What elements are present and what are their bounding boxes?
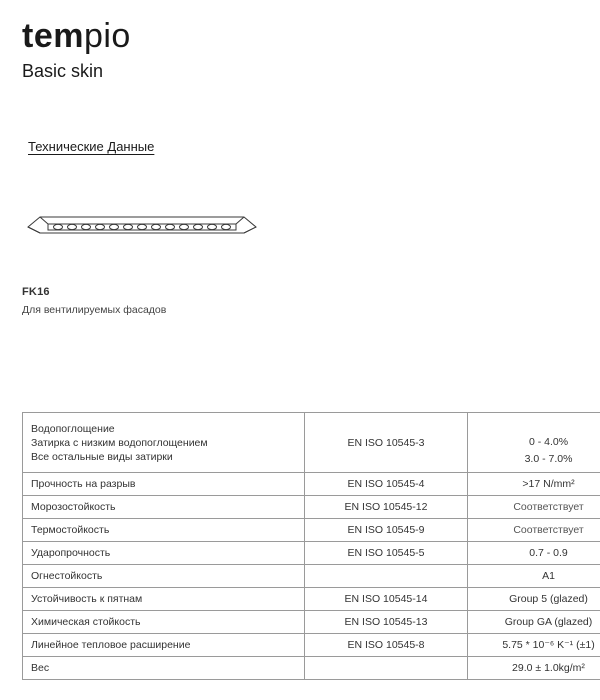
table-row bbox=[23, 413, 600, 473]
brand-logo bbox=[22, 16, 131, 56]
row-value: 29.0 ± 1.0kg/m² bbox=[468, 657, 600, 680]
row-property-line: Все остальные виды затирки bbox=[31, 450, 173, 463]
row-value: Group GA (glazed) bbox=[468, 611, 600, 634]
row-norm bbox=[305, 565, 468, 588]
technical-data-table bbox=[22, 412, 600, 680]
brand-subtitle: Basic skin bbox=[22, 61, 104, 81]
row-value: Group 5 (glazed) bbox=[468, 588, 600, 611]
brand-logo-light: pio bbox=[83, 17, 131, 55]
row-value-line: 0 - 4.0% bbox=[528, 436, 569, 448]
row-property: Линейное тепловое расширение bbox=[23, 634, 305, 657]
table-row bbox=[23, 657, 600, 680]
row-property: Вес bbox=[23, 657, 305, 680]
row-value-line: 3.0 - 7.0% bbox=[524, 453, 573, 465]
row-norm: EN ISO 10545-5 bbox=[305, 542, 468, 565]
product-code: FK16 bbox=[22, 286, 50, 298]
brand-logo-bold: tem bbox=[22, 17, 84, 55]
table-row bbox=[23, 542, 600, 565]
row-value-line bbox=[476, 417, 600, 434]
row-norm: EN ISO 10545-3 bbox=[305, 413, 468, 473]
row-property-line: Водопоглощение bbox=[31, 422, 115, 435]
row-property-line: Затирка с низким водопоглощением bbox=[31, 436, 208, 449]
row-norm: EN ISO 10545-9 bbox=[305, 519, 468, 542]
row-value: >17 N/mm² bbox=[468, 473, 600, 496]
row-property: Огнестойкость bbox=[23, 565, 305, 588]
section-heading: Технические Данные bbox=[28, 139, 155, 154]
row-value: 0.7 - 0.9 bbox=[468, 542, 600, 565]
row-property: Химическая стойкость bbox=[23, 611, 305, 634]
row-property: Ударопрочность bbox=[23, 542, 305, 565]
row-norm: EN ISO 10545-14 bbox=[305, 588, 468, 611]
row-norm: EN ISO 10545-8 bbox=[305, 634, 468, 657]
row-norm: EN ISO 10545-13 bbox=[305, 611, 468, 634]
row-property: Термостойкость bbox=[23, 519, 305, 542]
product-description: Для вентилируемых фасадов bbox=[22, 304, 167, 316]
row-property: Прочность на разрыв bbox=[23, 473, 305, 496]
row-property bbox=[23, 413, 305, 473]
table-row bbox=[23, 588, 600, 611]
table-row bbox=[23, 473, 600, 496]
row-value: A1 bbox=[468, 565, 600, 588]
row-value bbox=[468, 413, 600, 473]
table-row bbox=[23, 565, 600, 588]
table-row bbox=[23, 611, 600, 634]
row-value: Соответствует bbox=[468, 496, 600, 519]
row-norm: EN ISO 10545-4 bbox=[305, 473, 468, 496]
profile-cross-section-drawing bbox=[22, 205, 262, 245]
table-row bbox=[23, 519, 600, 542]
row-value: 5.75 * 10⁻⁶ K⁻¹ (±1) bbox=[468, 634, 600, 657]
row-value: Соответствует bbox=[468, 519, 600, 542]
row-property: Устойчивость к пятнам bbox=[23, 588, 305, 611]
row-property: Морозостойкость bbox=[23, 496, 305, 519]
table-row bbox=[23, 496, 600, 519]
row-norm bbox=[305, 657, 468, 680]
row-norm: EN ISO 10545-12 bbox=[305, 496, 468, 519]
table-row bbox=[23, 634, 600, 657]
